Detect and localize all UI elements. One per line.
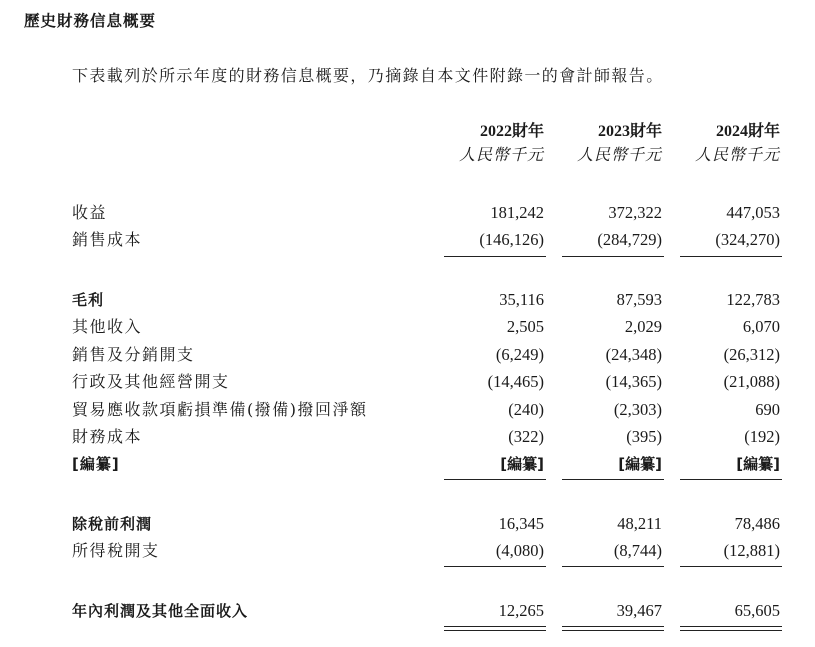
row-label: [編纂] (72, 455, 120, 473)
section-title: 歷史財務信息概要 (24, 12, 157, 30)
subtotal-rule (562, 479, 664, 480)
value-2024: (26,312) (723, 345, 780, 364)
column-year: 2023財年 (597, 123, 662, 140)
subtotal-rule (680, 256, 782, 257)
row-label: 行政及其他經營開支 (72, 372, 230, 391)
value-2024: (324,270) (715, 230, 780, 249)
row-impairment (0, 397, 815, 423)
value-2024: 690 (755, 400, 780, 419)
value-2023: (395) (626, 427, 662, 446)
value-2023: (14,365) (605, 372, 662, 391)
subtotal-rule (444, 479, 546, 480)
value-2024: [編纂] (736, 455, 780, 473)
column-year: 2022財年 (479, 123, 544, 140)
value-2024: 122,783 (726, 290, 780, 309)
value-2024: 6,070 (742, 317, 780, 336)
row-admin-expenses (0, 369, 815, 395)
value-2022: (322) (508, 427, 544, 446)
column-header-2024 (662, 121, 780, 167)
column-currency: 人民幣千元 (458, 145, 544, 164)
subtotal-rule (680, 566, 782, 567)
value-2024: 447,053 (726, 203, 780, 222)
row-label: 年內利潤及其他全面收入 (72, 602, 249, 620)
value-2022: (4,080) (495, 541, 544, 560)
total-double-rule (680, 626, 782, 631)
value-2023: 372,322 (608, 203, 662, 222)
row-gross-profit (0, 287, 815, 313)
column-currency: 人民幣千元 (576, 145, 662, 164)
row-label: 所得稅開支 (72, 541, 160, 560)
row-label: 貿易應收款項虧損準備(撥備)撥回淨額 (72, 400, 368, 419)
row-profit-before-tax (0, 511, 815, 537)
value-2023: 39,467 (616, 601, 662, 620)
row-label: 財務成本 (72, 427, 143, 446)
row-label: 毛利 (72, 291, 105, 309)
subtotal-rule (562, 256, 664, 257)
row-label: 收益 (72, 203, 108, 222)
column-currency: 人民幣千元 (694, 145, 780, 164)
column-year: 2024財年 (715, 123, 780, 140)
row-finance-costs (0, 424, 815, 450)
value-2023: [編纂] (618, 455, 662, 473)
value-2023: (24,348) (605, 345, 662, 364)
value-2024: (21,088) (723, 372, 780, 391)
row-selling-expenses (0, 342, 815, 368)
subtotal-rule (562, 566, 664, 567)
intro-paragraph: 下表載列於所示年度的財務信息概要，乃摘錄自本文件附錄一的會計師報告。 (72, 66, 664, 85)
column-header-2023 (544, 121, 662, 167)
value-2022: (146,126) (479, 230, 544, 249)
value-2023: 2,029 (624, 317, 662, 336)
value-2022: 16,345 (498, 514, 544, 533)
value-2022: 35,116 (499, 290, 544, 309)
subtotal-rule (444, 566, 546, 567)
row-total-comprehensive-income (0, 598, 815, 624)
row-label: 除稅前利潤 (72, 515, 153, 533)
row-revenue (0, 200, 815, 226)
value-2022: 12,265 (498, 601, 544, 620)
value-2024: (12,881) (723, 541, 780, 560)
value-2023: 87,593 (616, 290, 662, 309)
row-other-income (0, 314, 815, 340)
column-header-2022 (426, 121, 544, 167)
value-2023: (284,729) (597, 230, 662, 249)
value-2023: (8,744) (613, 541, 662, 560)
value-2022: [編纂] (500, 455, 544, 473)
row-label: 銷售及分銷開支 (72, 345, 195, 364)
row-label: 其他收入 (72, 317, 143, 336)
value-2022: 181,242 (490, 203, 544, 222)
total-double-rule (562, 626, 664, 631)
value-2022: (240) (508, 400, 544, 419)
row-cost-of-sales (0, 227, 815, 253)
row-redacted (0, 451, 815, 477)
value-2024: (192) (744, 427, 780, 446)
row-income-tax (0, 538, 815, 564)
value-2024: 78,486 (734, 514, 780, 533)
total-double-rule (444, 626, 546, 631)
row-label: 銷售成本 (72, 230, 143, 249)
value-2024: 65,605 (734, 601, 780, 620)
subtotal-rule (444, 256, 546, 257)
value-2023: 48,211 (617, 514, 662, 533)
value-2023: (2,303) (613, 400, 662, 419)
value-2022: 2,505 (506, 317, 544, 336)
value-2022: (14,465) (487, 372, 544, 391)
value-2022: (6,249) (495, 345, 544, 364)
subtotal-rule (680, 479, 782, 480)
